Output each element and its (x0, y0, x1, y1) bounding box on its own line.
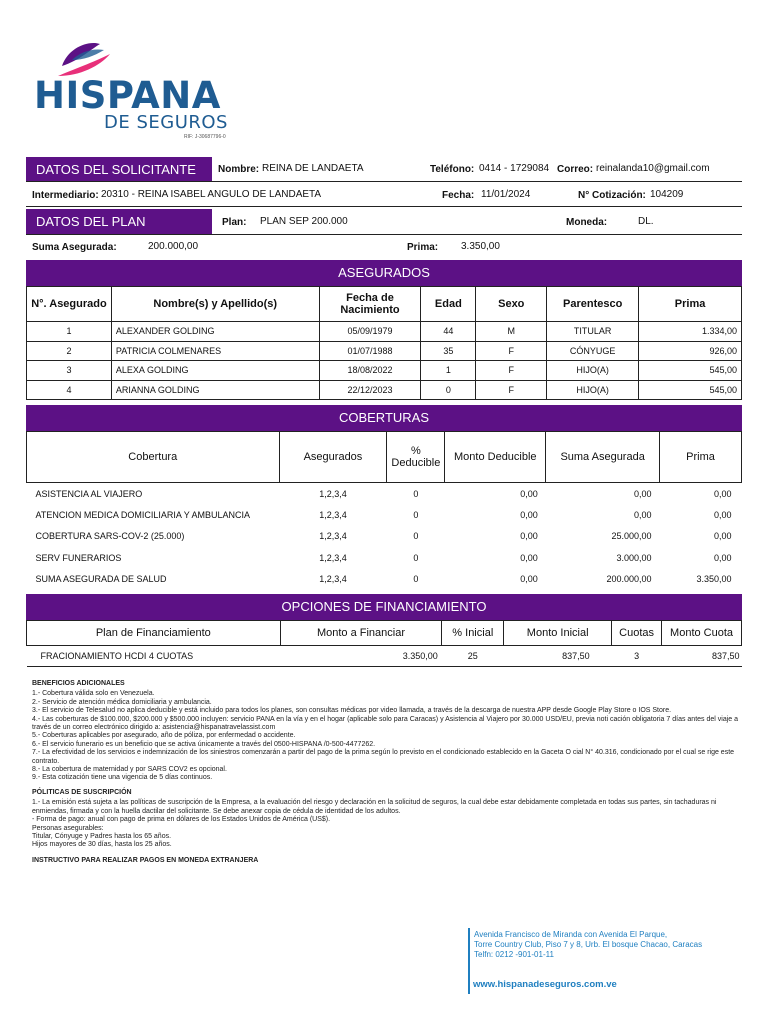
moneda-label: Moneda: (566, 217, 608, 228)
cell: ALEXANDER GOLDING (111, 322, 319, 342)
list-item: 8.- La cobertura de maternidad y por SARS COV2 es opcional. (32, 766, 227, 774)
suma-label: Suma Asegurada: (32, 242, 117, 253)
table-row (27, 547, 742, 569)
list-item: Hijos mayores de 30 días, hasta los 25 años. (32, 841, 172, 849)
cell: 18/08/2022 (319, 361, 421, 381)
cell: F (476, 341, 547, 361)
cell: SERV FUNERARIOS (35, 552, 122, 563)
beneficios-title: BENEFICIOS ADICIONALES (32, 680, 125, 687)
col-header: % Inicial (442, 621, 504, 646)
footer-address (474, 930, 702, 960)
beneficios-block (32, 680, 744, 865)
footer-divider (468, 928, 470, 994)
col-header: Monto a Financiar (280, 621, 442, 646)
cell: 926,00 (639, 341, 742, 361)
telefono-label: Teléfono: (430, 164, 475, 175)
list-item: 3.- El servicio de Telesalud no aplica deducible y está incluido para todos los planes, son consultas médicas por video llamada, a través de la descarga de nuestra APP desde Google Play Store o IOS Store. (32, 707, 672, 715)
table-row (27, 569, 742, 591)
asegurados-table (26, 286, 742, 400)
col-header: Asegurados (279, 432, 387, 483)
cell: 01/07/1988 (319, 341, 421, 361)
cell: HIJO(A) (547, 380, 639, 400)
divider (26, 181, 742, 182)
section-plan-title: DATOS DEL PLAN (26, 209, 212, 234)
cell: 35 (421, 341, 476, 361)
cell: 0 (413, 574, 419, 585)
list-item: 4.- Las coberturas de $100.000, $200.000 y $500.000 incluyen: servicio PANA en la vía y en el hogar (aplicable solo para Caracas) y Asistencia al Viajero por 30.000 USD/EU, previa noti cación obligatoria 7 días antes del viaje a través de un correo electrónico dirigido a: asistencia@hispanatravelassist.com (32, 715, 738, 732)
cell: 0,00 (634, 509, 652, 520)
telefono-value: 0414 - 1729084 (479, 163, 550, 174)
table-row (27, 646, 742, 667)
col-header: Fecha de Nacimiento (319, 287, 421, 322)
table-row (27, 483, 742, 505)
intermediario-value: 20310 - REINA ISABEL ANGULO DE LANDAETA (101, 189, 322, 200)
list-item: - Forma de pago: anual con pago de prima en dólares de los Estados Unidos de América (US$). (32, 816, 331, 824)
politicas-title: PÓLITICAS DE SUSCRIPCIÓN (32, 788, 132, 796)
cell: 3.350,00 (696, 574, 732, 585)
fecha-value: 11/01/2024 (481, 189, 531, 200)
cell: 1,2,3,4 (319, 531, 347, 542)
address-phone: Telfn: 0212 -901-01-11 (474, 950, 554, 959)
website-link[interactable]: www.hispanadeseguros.com.ve (473, 979, 617, 990)
table-row (27, 380, 742, 400)
address-line-2: Torre Country Club, Piso 7 y 8, Urb. El bosque Chacao, Caracas (474, 940, 703, 949)
col-header: Prima (660, 432, 742, 483)
cell: ARIANNA GOLDING (111, 380, 319, 400)
cell: 25.000,00 (611, 531, 652, 542)
cell: 1,2,3,4 (319, 488, 347, 499)
moneda-value: DL. (638, 216, 654, 227)
cell: 1 (27, 322, 112, 342)
financiamiento-title: OPCIONES DE FINANCIAMIENTO (26, 594, 742, 620)
nombre-label: Nombre: (218, 164, 260, 175)
intermediario-label: Intermediario: (32, 190, 99, 201)
suma-value: 200.000,00 (148, 241, 199, 252)
cell: 0,00 (520, 488, 538, 499)
col-header: Nombre(s) y Apellido(s) (111, 287, 319, 322)
list-item: 2.- Servicio de atención médica domiciliaria y ambulancia. (32, 698, 212, 706)
cell: 3.350,00 (402, 651, 438, 661)
table-row (27, 526, 742, 548)
cell: 0,00 (634, 488, 652, 499)
col-header: Parentesco (547, 287, 639, 322)
cell: 0 (421, 380, 476, 400)
cell: 0,00 (713, 531, 732, 542)
cell: 200.000,00 (606, 574, 652, 585)
cell: F (476, 380, 547, 400)
col-header: Prima (639, 287, 742, 322)
col-header: N°. Asegurado (27, 287, 112, 322)
cell: 0 (413, 552, 419, 563)
col-header: % Deducible (387, 432, 445, 483)
cell: 4 (27, 380, 112, 400)
cell: 837,50 (711, 651, 740, 661)
cell: 1,2,3,4 (319, 552, 347, 563)
brand-name: HISPANA (34, 74, 221, 117)
cell: 545,00 (639, 361, 742, 381)
brand-sub: DE SEGUROS (104, 112, 228, 133)
address-line-1: Avenida Francisco de Miranda con Avenida El Parque, (474, 930, 668, 939)
cell: 0,00 (520, 574, 538, 585)
cell: HIJO(A) (547, 361, 639, 381)
cell: 0,00 (713, 552, 732, 563)
col-header: Sexo (476, 287, 547, 322)
coberturas-table (26, 431, 742, 590)
cell: ALEXA GOLDING (111, 361, 319, 381)
list-item: 1.- La emisión está sujeta a las políticas de suscripción de la Empresa, a la evaluación del riesgo y declaración en la solicitud de seguros, la cual debe estar debidamente completada en todas sus partes, sin tachaduras ni enmiendas, firmada y con la huella dactilar del solicitante. Se debe anexar copia de cédula de identidad de los adultos. (32, 799, 717, 815)
list-item: 6.- El servicio funerario es un beneficio que se activa únicamente a través del 0500-HISPANA /0-500-4477262. (32, 740, 376, 748)
cell: 0,00 (520, 531, 538, 542)
cell: 44 (421, 322, 476, 342)
cotizacion-label: N° Cotización: (578, 190, 646, 201)
prima-value: 3.350,00 (461, 241, 500, 252)
col-header: Plan de Financiamiento (27, 621, 281, 646)
cell: 1.334,00 (639, 322, 742, 342)
cell: 3 (634, 651, 640, 661)
cell: 25 (467, 651, 478, 661)
cell: 837,50 (562, 651, 590, 661)
table-row (27, 341, 742, 361)
section-solicitante-title: DATOS DEL SOLICITANTE (26, 157, 212, 181)
col-header: Monto Inicial (504, 621, 612, 646)
prima-label: Prima: (407, 242, 439, 253)
plan-label: Plan: (222, 217, 247, 228)
table-row (27, 322, 742, 342)
financiamiento-table (26, 620, 742, 667)
cell: 0 (413, 488, 419, 499)
cell: 3 (27, 361, 112, 381)
cell: 22/12/2023 (319, 380, 421, 400)
instructivo-title: INSTRUCTIVO PARA REALIZAR PAGOS EN MONEDA EXTRANJERA (32, 856, 259, 864)
col-header: Monto Cuota (662, 621, 742, 646)
list-item: Titular, Cónyuge y Padres hasta los 65 años. (32, 832, 172, 840)
list-item: 5.- Coberturas aplicables por asegurado, año de póliza, por enfermedad o accidente. (32, 732, 296, 740)
cell: 1,2,3,4 (319, 574, 347, 585)
correo-label: Correo: (557, 164, 594, 175)
cell: TITULAR (547, 322, 639, 342)
cell: ASISTENCIA AL VIAJERO (35, 488, 143, 499)
cell: 1,2,3,4 (319, 509, 347, 520)
list-item: Personas asegurables: (32, 824, 104, 832)
table-row (27, 361, 742, 381)
cell: CÓNYUGE (547, 341, 639, 361)
cell: 0 (413, 531, 419, 542)
cell: 545,00 (639, 380, 742, 400)
cell: 3.000,00 (616, 552, 652, 563)
cell: 1 (421, 361, 476, 381)
cell: PATRICIA COLMENARES (111, 341, 319, 361)
cell: 0,00 (713, 488, 732, 499)
list-item: 9.- Esta cotización tiene una vigencia de 5 días continuos. (32, 774, 213, 782)
list-item: 7.- La efectividad de los servicios e indemnización de los siniestros comenzarán a partir del pago de la prima según lo previsto en el condicionado establecido en la Gaceta O cial N° 40.316, condicionado por el cual se rige este contrato. (32, 749, 735, 765)
cell: 0,00 (520, 552, 538, 563)
cell: 0 (413, 509, 419, 520)
cell: 0,00 (520, 509, 538, 520)
divider (26, 234, 742, 235)
cell: F (476, 361, 547, 381)
cell: FRACIONAMIENTO HCDI 4 CUOTAS (40, 651, 194, 661)
cell: 2 (27, 341, 112, 361)
col-header: Monto Deducible (445, 432, 546, 483)
correo-value: reinalanda10@gmail.com (596, 163, 710, 174)
cell: 0,00 (713, 509, 732, 520)
col-header: Edad (421, 287, 476, 322)
col-header: Cuotas (612, 621, 662, 646)
cell: SUMA ASEGURADA DE SALUD (35, 574, 167, 585)
col-header: Cobertura (27, 432, 280, 483)
cotizacion-value: 104209 (650, 189, 684, 200)
plan-value: PLAN SEP 200.000 (260, 216, 348, 227)
list-item: 1.- Cobertura válida solo en Venezuela. (32, 690, 155, 698)
table-row (27, 504, 742, 526)
cell: 05/09/1979 (319, 322, 421, 342)
asegurados-title: ASEGURADOS (26, 260, 742, 286)
cell: COBERTURA SARS-COV-2 (25.000) (35, 531, 185, 542)
cell: M (476, 322, 547, 342)
divider (26, 206, 742, 207)
coberturas-title: COBERTURAS (26, 405, 742, 431)
nombre-value: REINA DE LANDAETA (262, 163, 364, 174)
cell: ATENCION MEDICA DOMICILIARIA Y AMBULANCIA (35, 509, 251, 520)
brand-rif: RIF: J-30687796-0 (184, 134, 226, 140)
logo (34, 36, 234, 146)
col-header: Suma Asegurada (546, 432, 660, 483)
fecha-label: Fecha: (442, 190, 475, 201)
